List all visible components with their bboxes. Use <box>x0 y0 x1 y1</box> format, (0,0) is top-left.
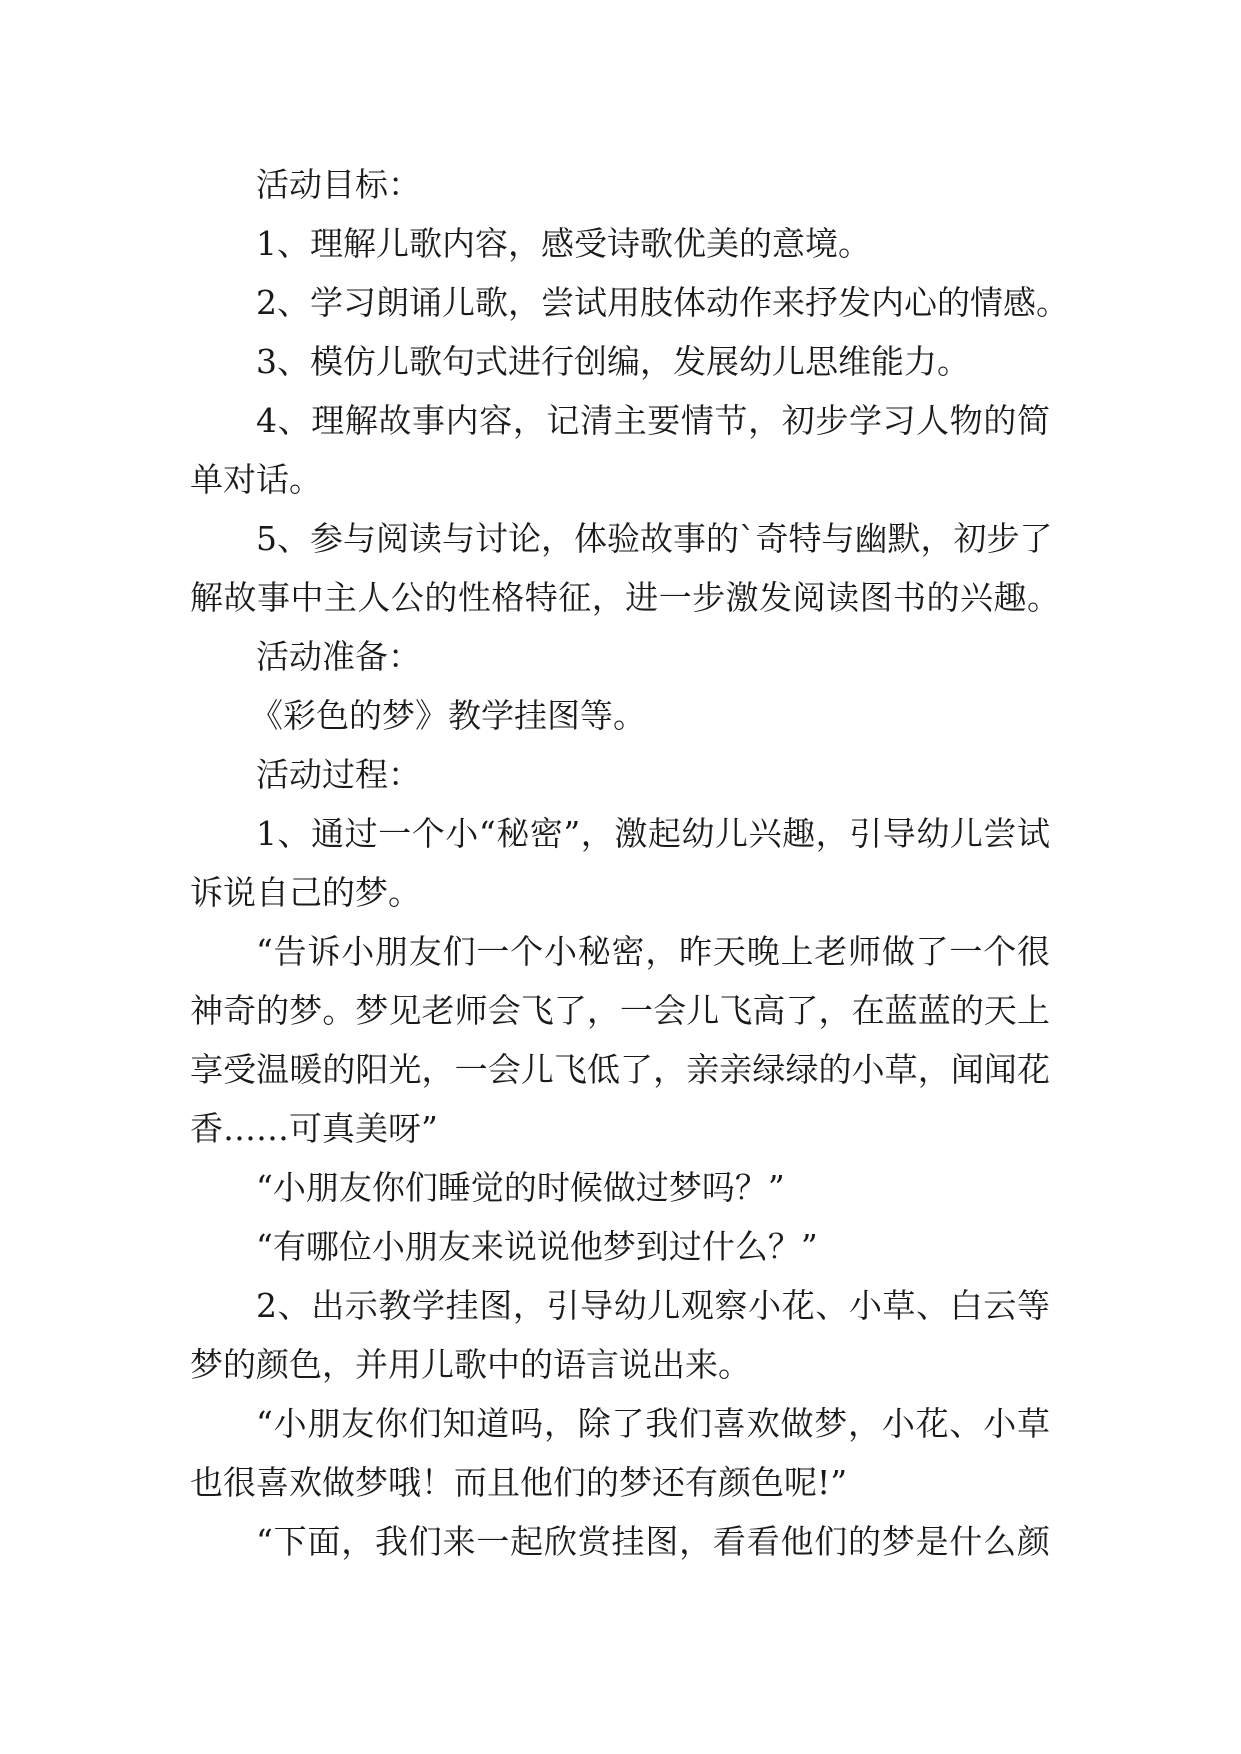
objective-5-line-1: 5、参与阅读与讨论，体验故事的`奇特与幽默，初步了 <box>256 519 1053 558</box>
teacher-quote-line-1: “小朋友你们知道吗，除了我们喜欢做梦，小花、小草 <box>256 1404 1050 1443</box>
question-1: “小朋友你们睡觉的时候做过梦吗？” <box>256 1168 785 1207</box>
process-2-line-2: 梦的颜色，并用儿歌中的语言说出来。 <box>190 1345 751 1384</box>
objective-2: 2、学习朗诵儿歌，尝试用肢体动作来抒发内心的情感。 <box>256 283 1069 322</box>
heading-preparation: 活动准备： <box>256 637 421 676</box>
objective-5-line-2: 解故事中主人公的性格特征，进一步激发阅读图书的兴趣。 <box>190 578 1060 617</box>
process-2-line-1: 2、出示教学挂图，引导幼儿观察小花、小草、白云等 <box>256 1286 1050 1325</box>
heading-objectives: 活动目标： <box>256 165 421 204</box>
teacher-story-line-1: “告诉小朋友们一个小秘密，昨天晚上老师做了一个很 <box>256 932 1050 971</box>
teacher-quote-line-3: “下面，我们来一起欣赏挂图，看看他们的梦是什么颜 <box>256 1522 1050 1561</box>
process-1-line-2: 诉说自己的梦。 <box>190 873 421 912</box>
teacher-quote-line-2: 也很喜欢做梦哦！而且他们的梦还有颜色呢!” <box>190 1463 848 1502</box>
teacher-story-line-3: 享受温暖的阳光，一会儿飞低了，亲亲绿绿的小草，闻闻花 <box>190 1050 1050 1089</box>
teacher-story-line-4: 香……可真美呀” <box>190 1109 438 1148</box>
question-2: “有哪位小朋友来说说他梦到过什么？” <box>256 1227 818 1266</box>
objective-1: 1、理解儿歌内容，感受诗歌优美的意境。 <box>256 224 871 263</box>
objective-3: 3、模仿儿歌句式进行创编，发展幼儿思维能力。 <box>256 342 970 381</box>
preparation-item: 《彩色的梦》教学挂图等。 <box>250 696 646 735</box>
process-1-line-1: 1、通过一个小“秘密”，激起幼儿兴趣，引导幼儿尝试 <box>256 814 1050 853</box>
heading-process: 活动过程： <box>256 755 421 794</box>
objective-4-line-1: 4、理解故事内容，记清主要情节，初步学习人物的简 <box>256 401 1050 440</box>
objective-4-line-2: 单对话。 <box>190 460 322 499</box>
teacher-story-line-2: 神奇的梦。梦见老师会飞了，一会儿飞高了，在蓝蓝的天上 <box>190 991 1050 1030</box>
